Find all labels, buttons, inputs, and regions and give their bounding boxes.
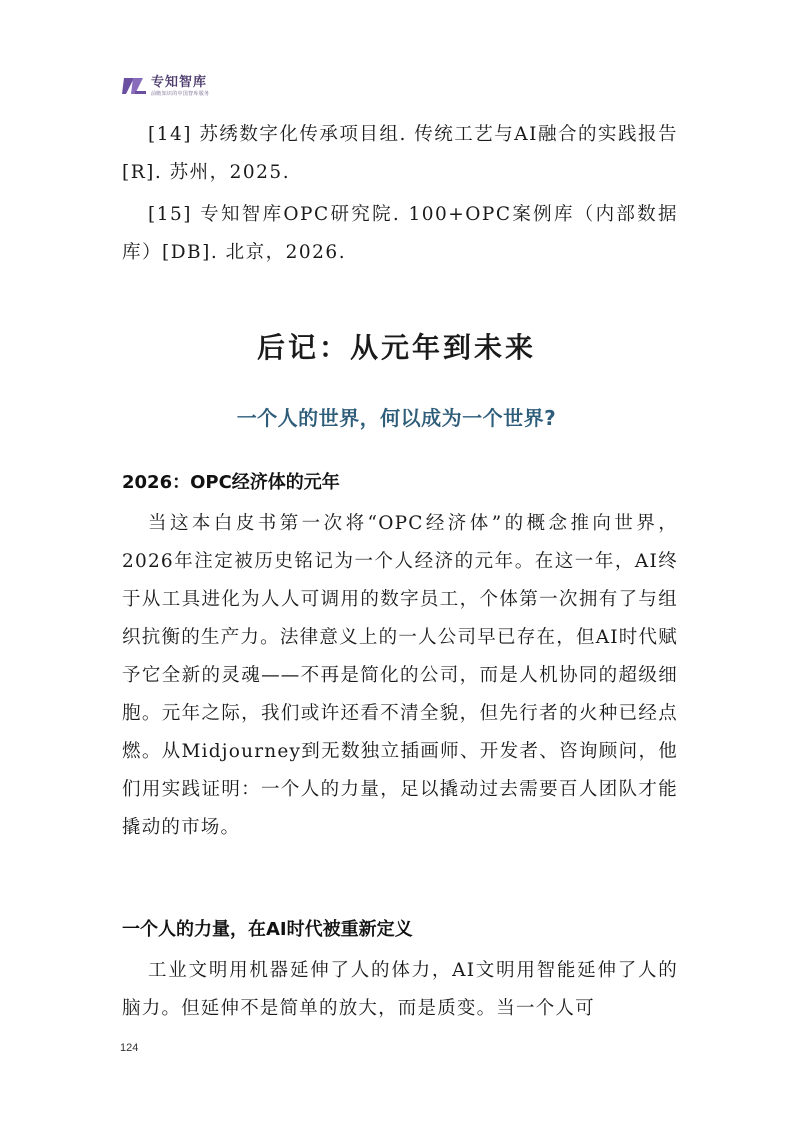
section-paragraph-2026: 当这本白皮书第一次将“OPC经济体”的概念推向世界，2026年注定被历史铭记为一个人经济的元年。在这一年，AI终于从工具进化为人人可调用的数字员工，个体第一次拥有了与组织抗衡的生产力。法律意义上的一人公司早已存在，但AI时代赋予它全新的灵魂——不再是简化的公司，而是人机协同的超级细胞。元年之际，我们或许还看不清全貌，但先行者的火种已经点燃。从Midjourney到无数独立插画师、开发者、咨询顾问，他们用实践证明：一个人的力量，足以撬动过去需要百人团队才能撬动的市场。	[122, 513, 678, 838]
logo-name: 专知智库	[151, 74, 208, 90]
page-number: 124	[120, 1042, 139, 1054]
section-heading-individual-power: 一个人的力量，在AI时代被重新定义	[122, 919, 413, 940]
section-paragraph-individual-power: 工业文明用机器延伸了人的体力，AI文明用智能延伸了人的脑力。但延伸不是简单的放大，而是质变。当一个人可	[122, 960, 678, 1019]
reference-15: [15] 专知智库OPC研究院. 100+OPC案例库（内部数据库）[DB]. 北京，2026.	[122, 204, 678, 263]
section-heading-2026: 2026：OPC经济体的元年	[122, 472, 340, 493]
reference-14: [14] 苏绣数字化传承项目组. 传统工艺与AI融合的实践报告[R]. 苏州，2025.	[122, 124, 678, 183]
logo-tagline: 前瞻知识的中国智库服务	[151, 90, 210, 97]
chapter-subtitle: 一个人的世界，何以成为一个世界?	[236, 406, 557, 430]
chapter-title: 后记：从元年到未来	[256, 331, 536, 364]
zhuanzhi-logo-icon	[122, 75, 146, 97]
header-logo	[122, 70, 209, 102]
